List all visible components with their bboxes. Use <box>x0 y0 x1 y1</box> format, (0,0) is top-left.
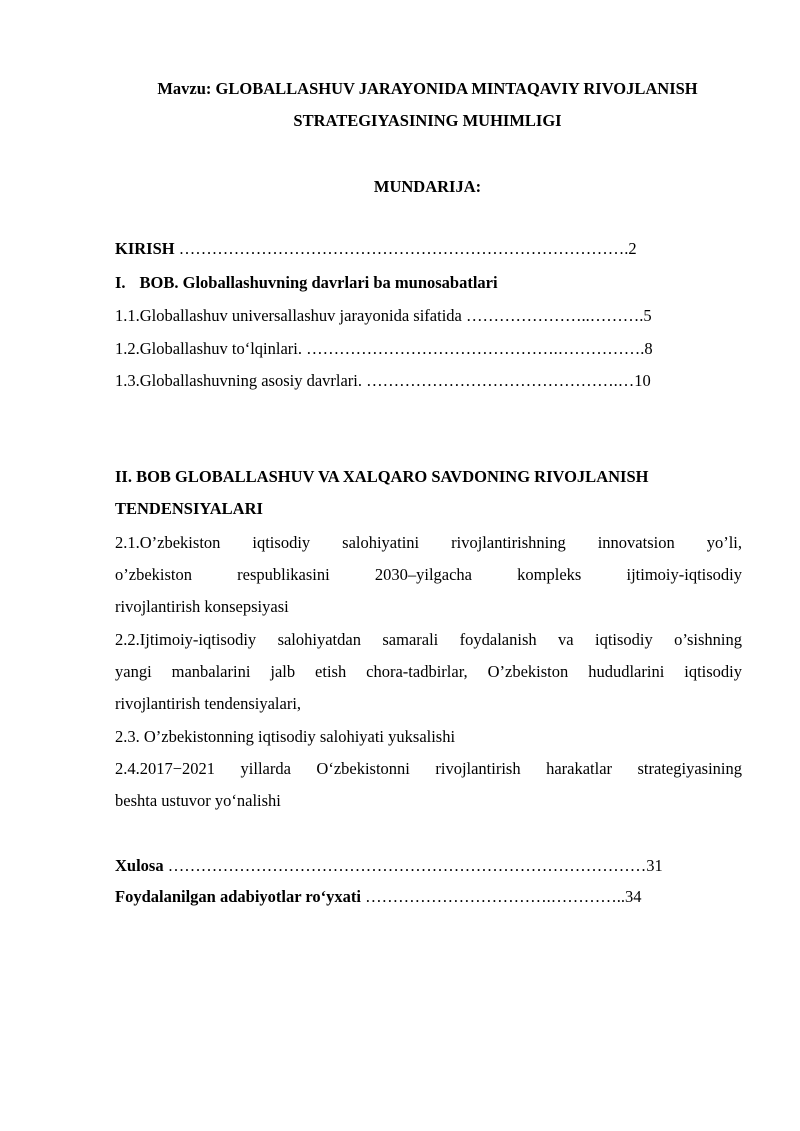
toc-entry-label: Foydalanilgan adabiyotlar ro‘yxati <box>115 887 362 906</box>
toc-entry-intro <box>115 238 637 260</box>
toc-entry-2-1-line-1: 2.1.O’zbekiston iqtisodiy salohiyatini rivojlantirishning innovatsion yo’li, <box>115 533 742 552</box>
toc-entry-2-4-line-1: 2.4.2017−2021 yillarda O‘zbekistonni rivojlantirish harakatlar strategiyasining <box>115 759 742 778</box>
toc-entry-text: 1.3.Globallashuvning asosiy davrlari. <box>115 371 367 390</box>
topic-title-line-1: Mavzu: GLOBALLASHUV JARAYONIDA MINTAQAVIY RIVOJLANISH <box>157 79 698 98</box>
toc-chapter-2-line-1: II. BOB GLOBALLASHUV VA XALQARO SAVDONING RIVOJLANISH <box>115 467 649 486</box>
toc-page-number: 10 <box>634 371 651 390</box>
chapter-number: I. <box>115 273 126 292</box>
toc-leader: …………………………………………………………………………… <box>163 856 647 875</box>
toc-page-number: 8 <box>644 339 653 358</box>
toc-entry-2-1-line-3: rivojlantirish konsepsiyasi <box>115 597 289 616</box>
toc-entry-label: Xulosa <box>115 856 164 875</box>
topic-title-line-2: STRATEGIYASINING MUHIMLIGI <box>293 111 562 130</box>
toc-leader: ………………………………………………………………………. <box>174 239 629 258</box>
toc-entry-conclusion <box>115 855 663 877</box>
chapter-title: BOB. Globallashuvning davrlari ba munosabatlari <box>139 273 498 292</box>
toc-page-number: 31 <box>646 856 663 875</box>
toc-entry-1-2 <box>115 338 653 360</box>
toc-entry-2-3: 2.3. O’zbekistonning iqtisodiy salohiyati yuksalishi <box>115 727 456 746</box>
toc-entry-text: 1.2.Globallashuv to‘lqinlari. <box>115 339 307 358</box>
toc-entry-2-2-line-2: yangi manbalarini jalb etish chora-tadbirlar, O’zbekiston hududlarini iqtisodiy <box>115 662 742 681</box>
toc-page-number: 34 <box>625 887 642 906</box>
toc-entry-references <box>115 886 642 908</box>
toc-entry-2-4-line-2: beshta ustuvor yo‘nalishi <box>115 791 281 810</box>
toc-entry-2-2-line-1: 2.2.Ijtimoiy-iqtisodiy salohiyatdan samarali foydalanish va iqtisodiy o’sishning <box>115 630 742 649</box>
toc-chapter-1 <box>115 272 498 294</box>
toc-entry-1-3 <box>115 370 651 392</box>
toc-leader: ……………………………………….… <box>366 371 635 390</box>
toc-chapter-2-line-2: TENDENSIYALARI <box>115 499 263 518</box>
contents-heading: MUNDARIJA: <box>373 177 482 196</box>
toc-entry-text: 1.1.Globallashuv universallashuv jarayonida sifatida <box>115 306 466 325</box>
toc-entry-2-2-line-3: rivojlantirish tendensiyalari, <box>115 694 302 713</box>
toc-entry-2-1-line-2: o’zbekiston respublikasini 2030–yilgacha kompleks ijtimoiy-iqtisodiy <box>115 565 742 584</box>
toc-entry-1-1 <box>115 305 652 327</box>
toc-page-number: 2 <box>628 239 637 258</box>
toc-leader: …………………..………. <box>466 306 644 325</box>
toc-leader: …………………………….………….. <box>361 887 626 906</box>
toc-entry-label: KIRISH <box>115 239 175 258</box>
toc-leader: ……………………………………….……………. <box>306 339 645 358</box>
toc-page-number: 5 <box>643 306 652 325</box>
